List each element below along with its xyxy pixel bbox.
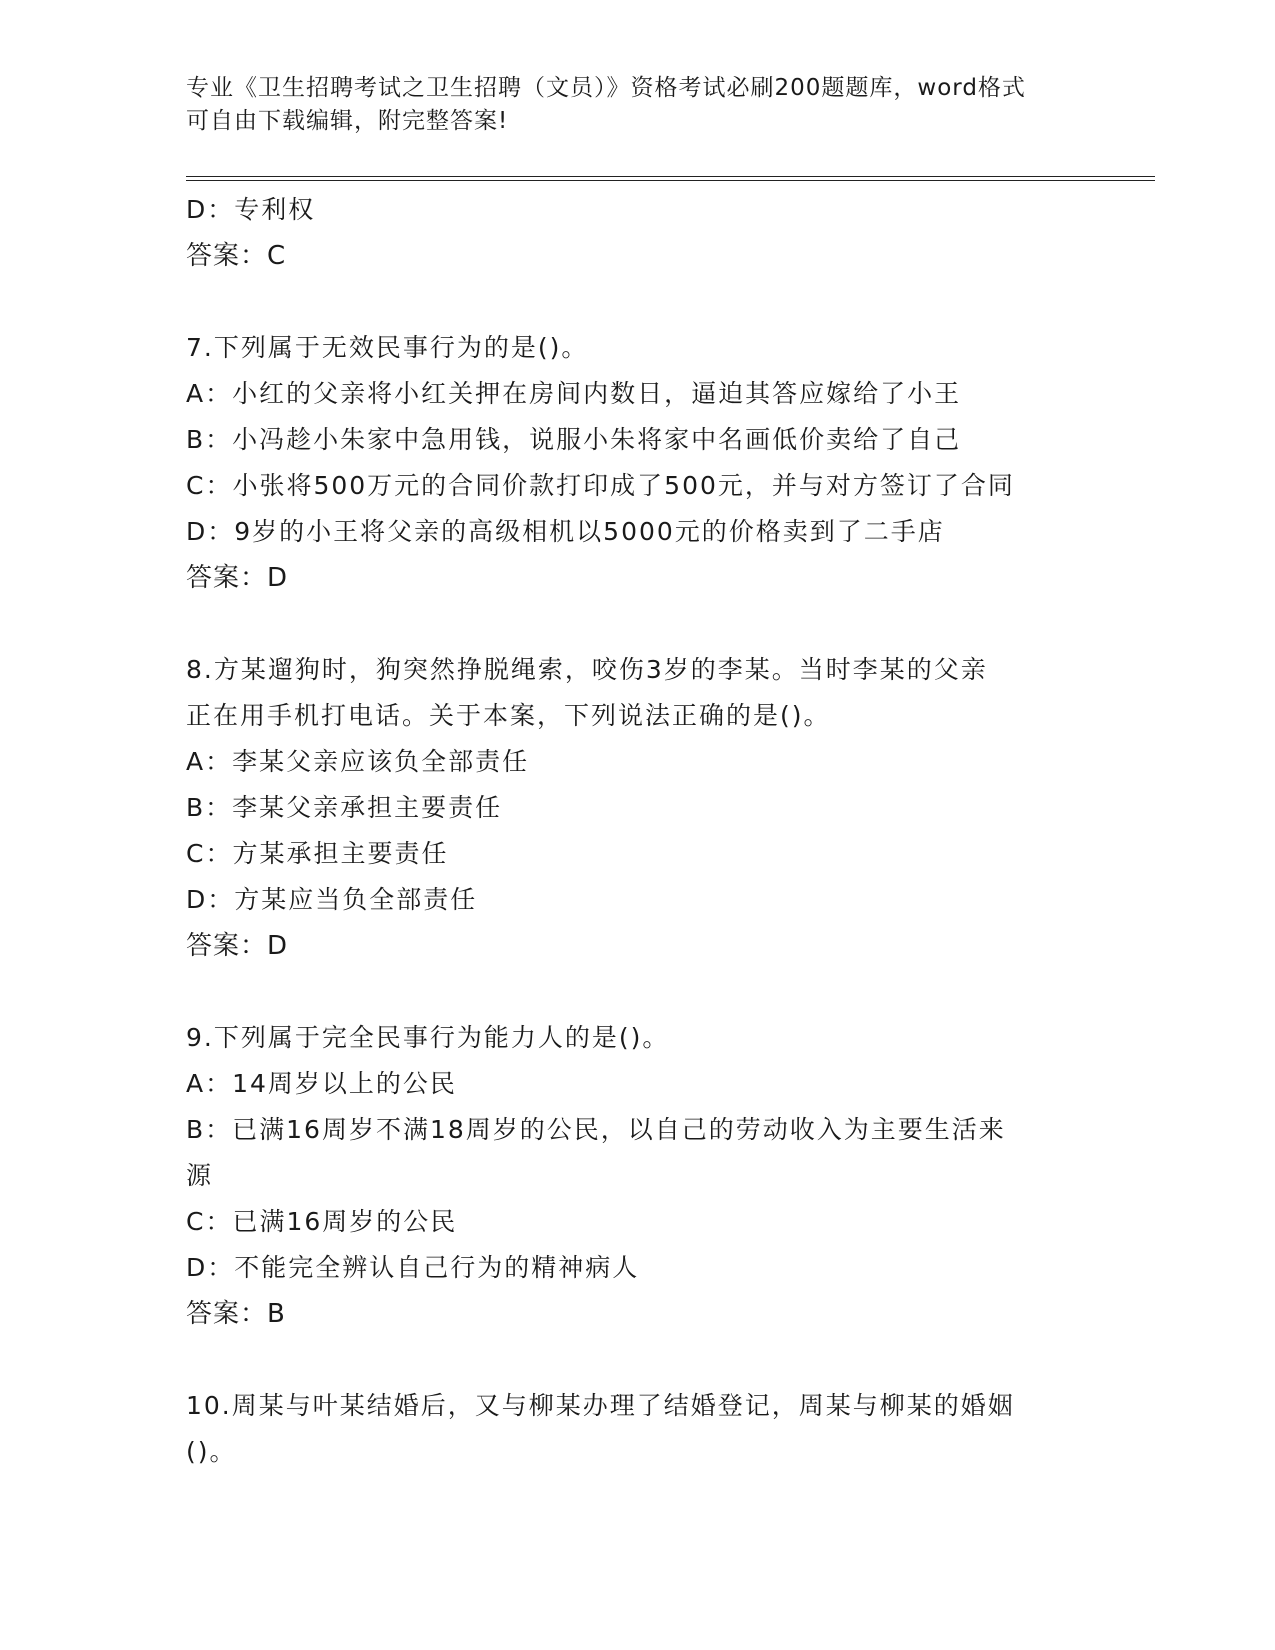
- question-10: [186, 1383, 1086, 1475]
- question-stem-cont: ()。: [186, 1437, 237, 1466]
- spacer: [186, 1337, 1086, 1383]
- prev-option-d: D：专利权: [186, 195, 316, 224]
- question-stem: 8.方某遛狗时，狗突然挣脱绳索，咬伤3岁的李某。当时李某的父亲: [186, 655, 988, 684]
- option-a: A：14周岁以上的公民: [186, 1069, 457, 1098]
- header-title-line1: 专业《卫生招聘考试之卫生招聘（文员）》资格考试必刷200题题库，word格式: [186, 75, 1026, 101]
- spacer: [186, 969, 1086, 1015]
- option-b: B：已满16周岁不满18周岁的公民，以自己的劳动收入为主要生活来: [186, 1115, 1006, 1144]
- option-c: C：小张将500万元的合同价款打印成了500元，并与对方签订了合同: [186, 471, 1015, 500]
- option-d: D：9岁的小王将父亲的高级相机以5000元的价格卖到了二手店: [186, 517, 945, 546]
- answer: 答案：D: [186, 931, 289, 961]
- prev-answer: 答案：C: [186, 241, 287, 271]
- question-8: [186, 647, 1086, 969]
- spacer: [186, 279, 1086, 325]
- option-d: D：不能完全辨认自己行为的精神病人: [186, 1253, 640, 1282]
- spacer: [186, 601, 1086, 647]
- answer: 答案：B: [186, 1299, 286, 1329]
- question-7: [186, 325, 1086, 601]
- header-divider: [186, 176, 1155, 181]
- document-body: [186, 187, 1086, 1475]
- answer: 答案：D: [186, 563, 289, 593]
- option-b: B：李某父亲承担主要责任: [186, 793, 503, 822]
- option-a: A：小红的父亲将小红关押在房间内数日，逼迫其答应嫁给了小王: [186, 379, 962, 408]
- option-d: D：方某应当负全部责任: [186, 885, 478, 914]
- option-b: B：小冯趁小朱家中急用钱，说服小朱将家中名画低价卖给了自己: [186, 425, 962, 454]
- page-header: [186, 72, 1086, 138]
- option-b-cont: 源: [186, 1161, 214, 1190]
- option-a: A：李某父亲应该负全部责任: [186, 747, 530, 776]
- question-stem-cont: 正在用手机打电话。关于本案，下列说法正确的是()。: [186, 701, 831, 730]
- header-title-line2: 可自由下载编辑，附完整答案!: [186, 108, 509, 134]
- question-stem: 7.下列属于无效民事行为的是()。: [186, 333, 589, 362]
- question-9: [186, 1015, 1086, 1337]
- question-stem: 9.下列属于完全民事行为能力人的是()。: [186, 1023, 670, 1052]
- question-stem: 10.周某与叶某结婚后，又与柳某办理了结婚登记，周某与柳某的婚姻: [186, 1391, 1015, 1420]
- option-c: C：方某承担主要责任: [186, 839, 449, 868]
- option-c: C：已满16周岁的公民: [186, 1207, 458, 1236]
